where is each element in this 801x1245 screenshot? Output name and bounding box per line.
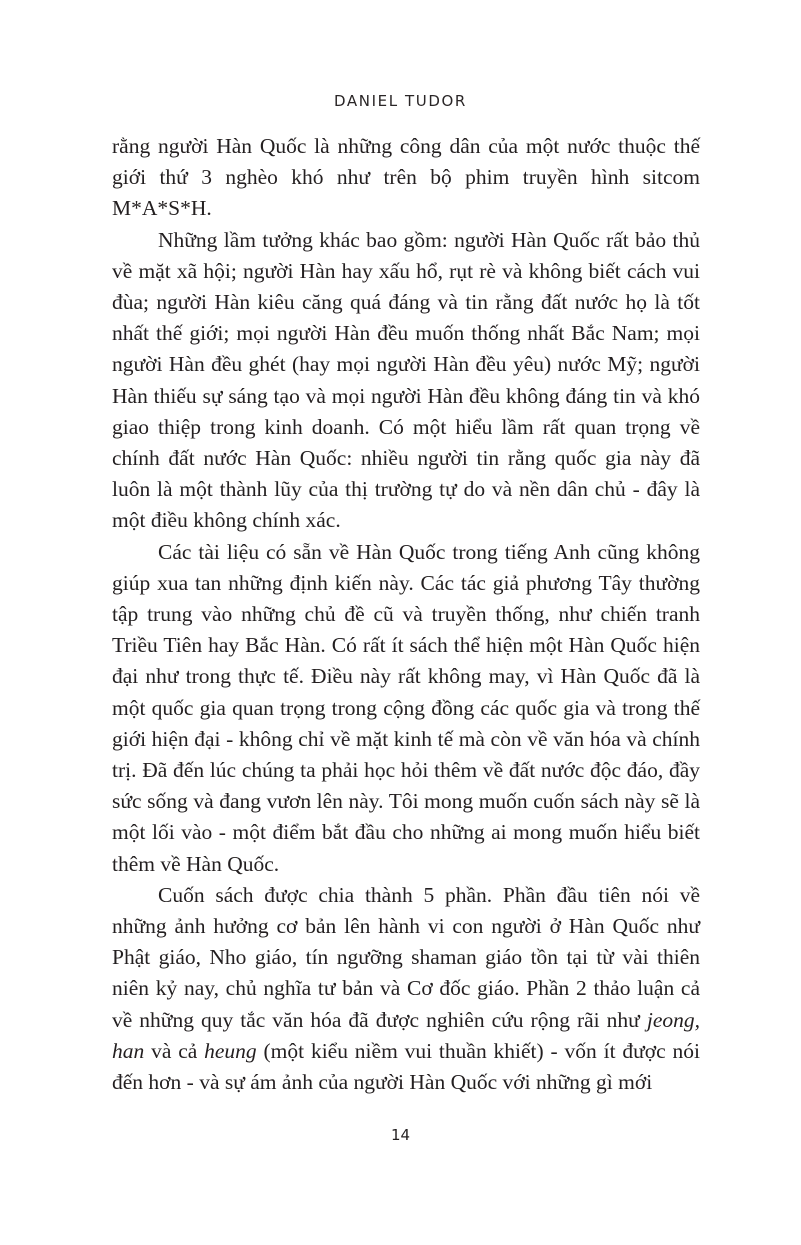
paragraph-4-text-c: (một kiểu niềm vui thuần khiết) - vốn ít được nói đến hơn - và sự ám ảnh của người Hàn Quốc với những gì mới xyxy=(112,1038,700,1095)
body-text xyxy=(112,131,700,1098)
paragraph-4 xyxy=(112,880,700,1098)
paragraph-4-text-b: và cả xyxy=(144,1038,205,1063)
paragraph-2: Những lầm tưởng khác bao gồm: người Hàn Quốc rất bảo thủ về mặt xã hội; người Hàn hay xấu hổ, rụt rè và không biết cách vui đùa; người Hàn kiêu căng quá đáng và tin rằng đất nước họ là tốt nhất thế giới; mọi người Hàn đều muốn thống nhất Bắc Nam; mọi người Hàn đều ghét (hay mọi người Hàn đều yêu) nước Mỹ; người Hàn thiếu sự sáng tạo và mọi người Hàn đều không đáng tin và khó giao thiệp trong kinh doanh. Có một hiểu lầm rất quan trọng về chính đất nước Hàn Quốc: nhiều người tin rằng quốc gia này đã luôn là một thành lũy của thị trường tự do và nền dân chủ - đây là một điều không chính xác. xyxy=(112,227,700,533)
running-head: DANIEL TUDOR xyxy=(334,92,467,110)
italic-term-heung: heung xyxy=(204,1038,257,1063)
page-number: 14 xyxy=(390,1126,411,1144)
italic-term-jeong-han: jeong, han xyxy=(112,1007,700,1063)
paragraph-1: rằng người Hàn Quốc là những công dân của một nước thuộc thế giới thứ 3 nghèo khó như trên bộ phim truyền hình sitcom M*A*S*H. xyxy=(112,134,700,221)
paragraph-4-text-a: Cuốn sách được chia thành 5 phần. Phần đầu tiên nói về những ảnh hưởng cơ bản lên hành vi con người ở Hàn Quốc như Phật giáo, Nho giáo, tín ngưỡng shaman giáo tồn tại từ vài thiên niên kỷ nay, chủ nghĩa tư bản và Cơ đốc giáo. Phần 2 thảo luận cả về những quy tắc văn hóa đã được nghiên cứu rộng rãi như xyxy=(112,882,700,1032)
paragraph-3: Các tài liệu có sẵn về Hàn Quốc trong tiếng Anh cũng không giúp xua tan những định kiến này. Các tác giả phương Tây thường tập trung vào những chủ đề cũ và truyền thống, như chiến tranh Triều Tiên hay Bắc Hàn. Có rất ít sách thể hiện một Hàn Quốc hiện đại như trong thực tế. Điều này rất không may, vì Hàn Quốc đã là một quốc gia quan trọng trong cộng đồng các quốc gia và trong thế giới hiện đại - không chỉ về mặt kinh tế mà còn về văn hóa và chính trị. Đã đến lúc chúng ta phải học hỏi thêm về đất nước độc đáo, đầy sức sống và đang vươn lên này. Tôi mong muốn cuốn sách này sẽ là một lối vào - một điểm bắt đầu cho những ai mong muốn hiểu biết thêm về Hàn Quốc. xyxy=(112,539,700,876)
